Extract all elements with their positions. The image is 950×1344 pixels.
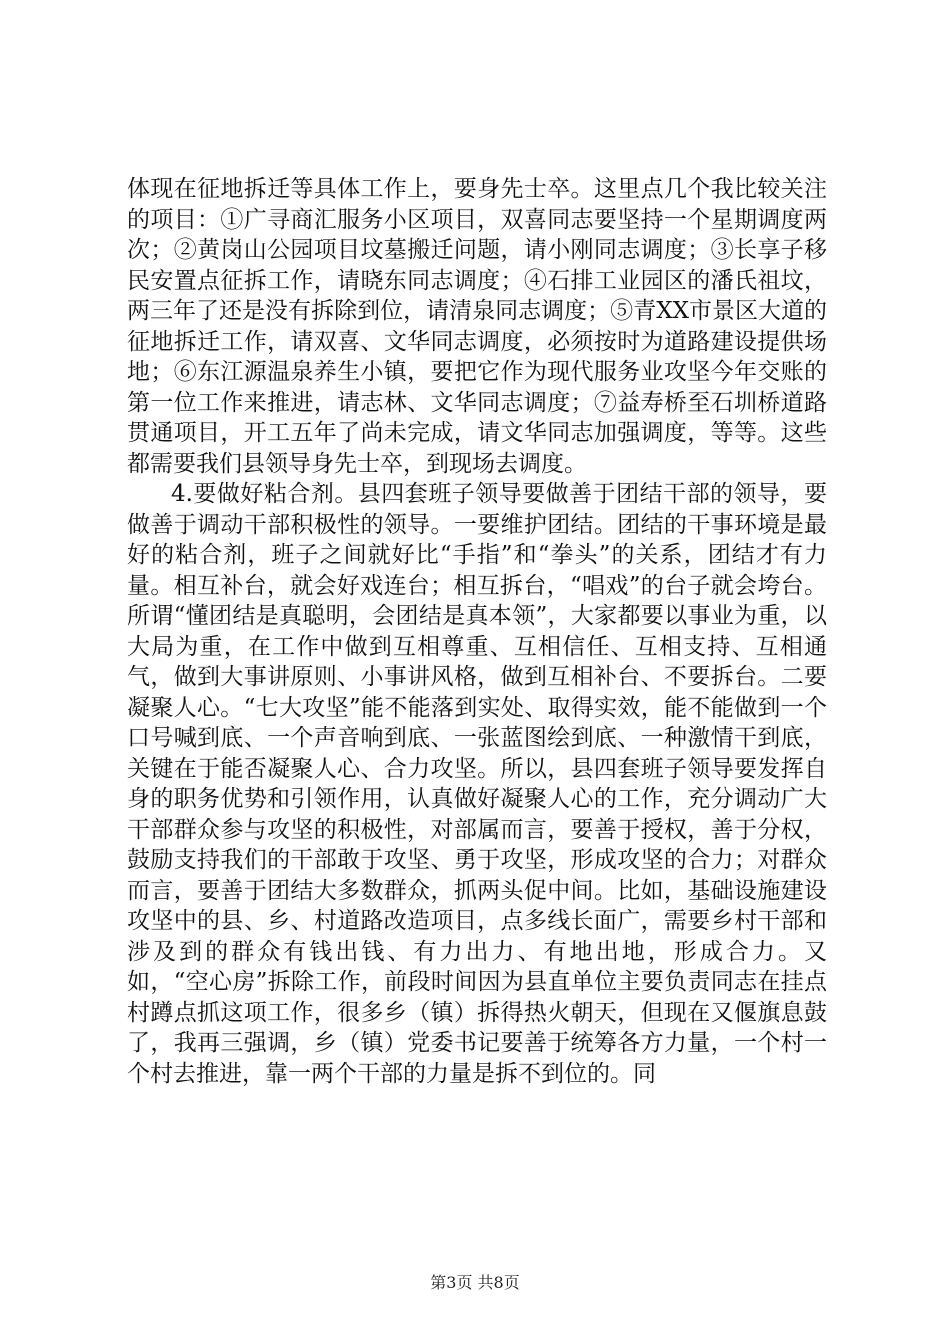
body-text xyxy=(127,174,827,1089)
paragraph-section-4: 4.要做好粘合剂。县四套班子领导要做善于团结干部的领导，要做善于调动干部积极性的领导。一要维护团结。团结的干事环境是最好的粘合剂，班子之间就好比“手指”和“拳头”的关系，团结才有力量。相互补台，就会好戏连台；相互拆台，“唱戏”的台子就会垮台。所谓“懂团结是真聪明，会团结是真本领”，大家都要以事业为重，以大局为重，在工作中做到互相尊重、互相信任、互相支持、互相通气，做到大事讲原则、小事讲风格，做到互相补台、不要拆台。二要凝聚人心。“七大攻坚”能不能落到实处、取得实效，能不能做到一个口号喊到底、一个声音响到底、一张蓝图绘到底、一种激情干到底，关键在于能否凝聚人心、合力攻坚。所以，县四套班子领导要发挥自身的职务优势和引领作用，认真做好凝聚人心的工作，充分调动广大干部群众参与攻坚的积极性，对部属而言，要善于授权，善于分权，鼓励支持我们的干部敢于攻坚、勇于攻坚，形成攻坚的合力；对群众而言，要善于团结大多数群众，抓两头促中间。比如，基础设施建设攻坚中的县、乡、村道路改造项目，点多线长面广，需要乡村干部和涉及到的群众有钱出钱、有力出力、有地出地，形成合力。又如，“空心房”拆除工作，前段时间因为县直单位主要负责同志在挂点村蹲点抓这项工作，很多乡（镇）拆得热火朝天，但现在又偃旗息鼓了，我再三强调，乡（镇）党委书记要善于统筹各方力量，一个村一个村去推进，靠一两个干部的力量是拆不到位的。同 xyxy=(127,481,827,1087)
paragraph-continuation: 体现在征地拆迁等具体工作上，要身先士卒。这里点几个我比较关注的项目：①广寻商汇服务小区项目，双喜同志要坚持一个星期调度两次；②黄岗山公园项目坟墓搬迁问题，请小刚同志调度；③长享子移民安置点征拆工作，请晓东同志调度；④石排工业园区的潘氏祖坟，两三年了还是没有拆除到位，请清泉同志调度；⑤青XX市景区大道的征地拆迁工作，请双喜、文华同志调度，必须按时为道路建设提供场地；⑥东江源温泉养生小镇，要把它作为现代服务业攻坚今年交账的第一位工作来推进，请志林、文华同志调度；⑦益寿桥至石圳桥道路贯通项目，开工五年了尚未完成，请文华同志加强调度，等等。这些都需要我们县领导身先士卒，到现场去调度。 xyxy=(127,176,827,477)
page-number-footer: 第3页 共8页 xyxy=(430,1273,520,1292)
